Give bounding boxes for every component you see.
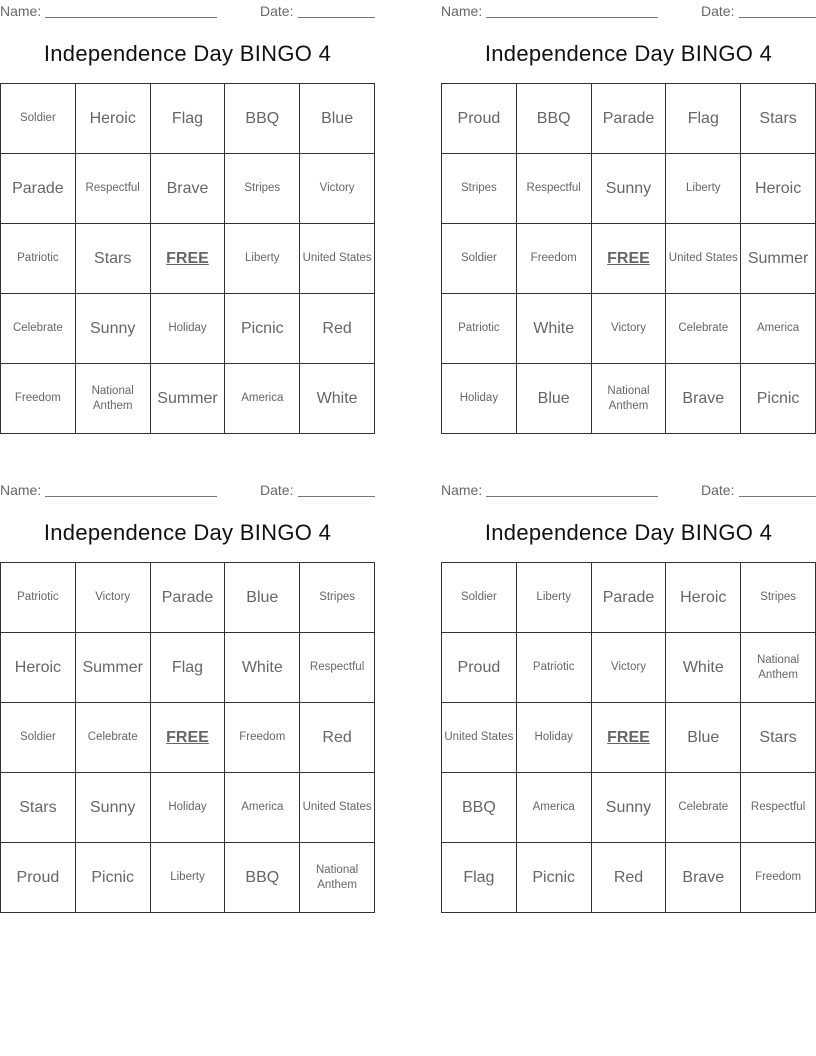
bingo-cell: Flag xyxy=(151,84,226,154)
bingo-cell: Respectful xyxy=(76,154,151,224)
bingo-cell: Sunny xyxy=(76,773,151,843)
bingo-cell: Stripes xyxy=(741,563,816,633)
bingo-card-3 xyxy=(0,479,375,914)
bingo-cell: Red xyxy=(592,843,667,913)
free-space: FREE xyxy=(151,224,226,294)
bingo-cell: Stripes xyxy=(225,154,300,224)
bingo-cell: BBQ xyxy=(225,843,300,913)
bingo-cell: National Anthem xyxy=(76,364,151,434)
date-label: Date: xyxy=(260,482,294,498)
bingo-cell: Heroic xyxy=(666,563,741,633)
bingo-cell: Red xyxy=(300,703,375,773)
bingo-cell: Liberty xyxy=(225,224,300,294)
free-space: FREE xyxy=(151,703,226,773)
bingo-cell: Parade xyxy=(592,563,667,633)
bingo-cell: Picnic xyxy=(741,364,816,434)
bingo-cell: Proud xyxy=(442,633,517,703)
bingo-cell: Respectful xyxy=(300,633,375,703)
bingo-cell: Celebrate xyxy=(666,294,741,364)
bingo-cell: Victory xyxy=(592,633,667,703)
bingo-cell: National Anthem xyxy=(741,633,816,703)
card-header xyxy=(0,2,375,20)
bingo-cell: Victory xyxy=(592,294,667,364)
bingo-cell: Blue xyxy=(300,84,375,154)
bingo-cell: Summer xyxy=(76,633,151,703)
bingo-cell: Flag xyxy=(151,633,226,703)
bingo-cell: United States xyxy=(300,224,375,294)
bingo-cell: Red xyxy=(300,294,375,364)
bingo-cell: Holiday xyxy=(517,703,592,773)
name-field-line[interactable] xyxy=(486,17,658,18)
bingo-cell: Proud xyxy=(1,843,76,913)
bingo-cell: United States xyxy=(300,773,375,843)
bingo-grid xyxy=(441,562,816,913)
bingo-cell: Picnic xyxy=(517,843,592,913)
bingo-cell: Soldier xyxy=(442,563,517,633)
bingo-cell: Brave xyxy=(666,364,741,434)
bingo-cell: America xyxy=(225,773,300,843)
bingo-cell: Summer xyxy=(151,364,226,434)
bingo-cell: Freedom xyxy=(741,843,816,913)
date-label: Date: xyxy=(260,3,294,19)
bingo-cell: United States xyxy=(666,224,741,294)
card-title: Independence Day BINGO 4 xyxy=(484,41,773,66)
bingo-cell: National Anthem xyxy=(300,843,375,913)
name-label: Name: xyxy=(441,482,483,498)
date-field-line[interactable] xyxy=(739,17,816,18)
bingo-cell: Stripes xyxy=(442,154,517,224)
bingo-cell: Freedom xyxy=(517,224,592,294)
bingo-cell: Stars xyxy=(76,224,151,294)
bingo-cell: National Anthem xyxy=(592,364,667,434)
bingo-cell: Soldier xyxy=(1,84,76,154)
bingo-cell: Holiday xyxy=(151,773,226,843)
bingo-cell: Patriotic xyxy=(1,224,76,294)
bingo-cell: Victory xyxy=(300,154,375,224)
bingo-cell: Brave xyxy=(151,154,226,224)
bingo-cell: Respectful xyxy=(517,154,592,224)
card-title: Independence Day BINGO 4 xyxy=(484,520,773,545)
free-space: FREE xyxy=(592,703,667,773)
bingo-cell: Stars xyxy=(741,84,816,154)
card-title: Independence Day BINGO 4 xyxy=(43,41,332,66)
date-field-line[interactable] xyxy=(298,496,375,497)
bingo-cell: Blue xyxy=(517,364,592,434)
bingo-cell: United States xyxy=(442,703,517,773)
bingo-cell: Stars xyxy=(1,773,76,843)
bingo-cell: Respectful xyxy=(741,773,816,843)
bingo-cell: Blue xyxy=(666,703,741,773)
bingo-cell: Heroic xyxy=(741,154,816,224)
bingo-cell: Victory xyxy=(76,563,151,633)
bingo-cell: BBQ xyxy=(517,84,592,154)
name-field-line[interactable] xyxy=(45,496,217,497)
bingo-cell: Sunny xyxy=(592,773,667,843)
bingo-cell: Sunny xyxy=(76,294,151,364)
date-field-line[interactable] xyxy=(298,17,375,18)
bingo-cell: America xyxy=(741,294,816,364)
bingo-cell: America xyxy=(225,364,300,434)
date-field-line[interactable] xyxy=(739,496,816,497)
bingo-cell: White xyxy=(225,633,300,703)
bingo-cell: Liberty xyxy=(151,843,226,913)
bingo-card-4 xyxy=(441,479,816,914)
bingo-cell: Holiday xyxy=(442,364,517,434)
bingo-cell: Blue xyxy=(225,563,300,633)
bingo-cell: Celebrate xyxy=(1,294,76,364)
bingo-cell: White xyxy=(517,294,592,364)
bingo-cell: Brave xyxy=(666,843,741,913)
name-label: Name: xyxy=(0,3,42,19)
bingo-card-2 xyxy=(441,0,816,435)
bingo-grid xyxy=(0,562,375,913)
bingo-grid xyxy=(441,83,816,434)
bingo-cell: Summer xyxy=(741,224,816,294)
bingo-cell: White xyxy=(666,633,741,703)
bingo-cell: BBQ xyxy=(442,773,517,843)
bingo-cell: Parade xyxy=(592,84,667,154)
bingo-cell: Freedom xyxy=(225,703,300,773)
date-label: Date: xyxy=(701,482,735,498)
bingo-cell: Holiday xyxy=(151,294,226,364)
free-space: FREE xyxy=(592,224,667,294)
name-label: Name: xyxy=(0,482,42,498)
bingo-cell: Celebrate xyxy=(76,703,151,773)
bingo-cell: Celebrate xyxy=(666,773,741,843)
bingo-cell: America xyxy=(517,773,592,843)
bingo-cell: Parade xyxy=(1,154,76,224)
bingo-grid xyxy=(0,83,375,434)
bingo-cell: Liberty xyxy=(666,154,741,224)
card-header xyxy=(0,481,375,499)
bingo-cell: Stars xyxy=(741,703,816,773)
bingo-cell: BBQ xyxy=(225,84,300,154)
bingo-cell: Stripes xyxy=(300,563,375,633)
bingo-cell: Sunny xyxy=(592,154,667,224)
bingo-cell: Picnic xyxy=(225,294,300,364)
bingo-cell: Heroic xyxy=(1,633,76,703)
card-header xyxy=(441,2,816,20)
bingo-cell: Patriotic xyxy=(517,633,592,703)
card-title: Independence Day BINGO 4 xyxy=(43,520,332,545)
bingo-cell: Soldier xyxy=(442,224,517,294)
bingo-cell: Soldier xyxy=(1,703,76,773)
bingo-cell: Picnic xyxy=(76,843,151,913)
date-label: Date: xyxy=(701,3,735,19)
bingo-cell: Freedom xyxy=(1,364,76,434)
card-header xyxy=(441,481,816,499)
bingo-card-1 xyxy=(0,0,375,435)
bingo-cell: Liberty xyxy=(517,563,592,633)
bingo-cell: Flag xyxy=(666,84,741,154)
name-field-line[interactable] xyxy=(45,17,217,18)
name-field-line[interactable] xyxy=(486,496,658,497)
bingo-cell: Heroic xyxy=(76,84,151,154)
bingo-cell: Parade xyxy=(151,563,226,633)
bingo-cell: Patriotic xyxy=(442,294,517,364)
bingo-cell: Patriotic xyxy=(1,563,76,633)
bingo-cell: Proud xyxy=(442,84,517,154)
bingo-cell: White xyxy=(300,364,375,434)
name-label: Name: xyxy=(441,3,483,19)
bingo-cell: Flag xyxy=(442,843,517,913)
